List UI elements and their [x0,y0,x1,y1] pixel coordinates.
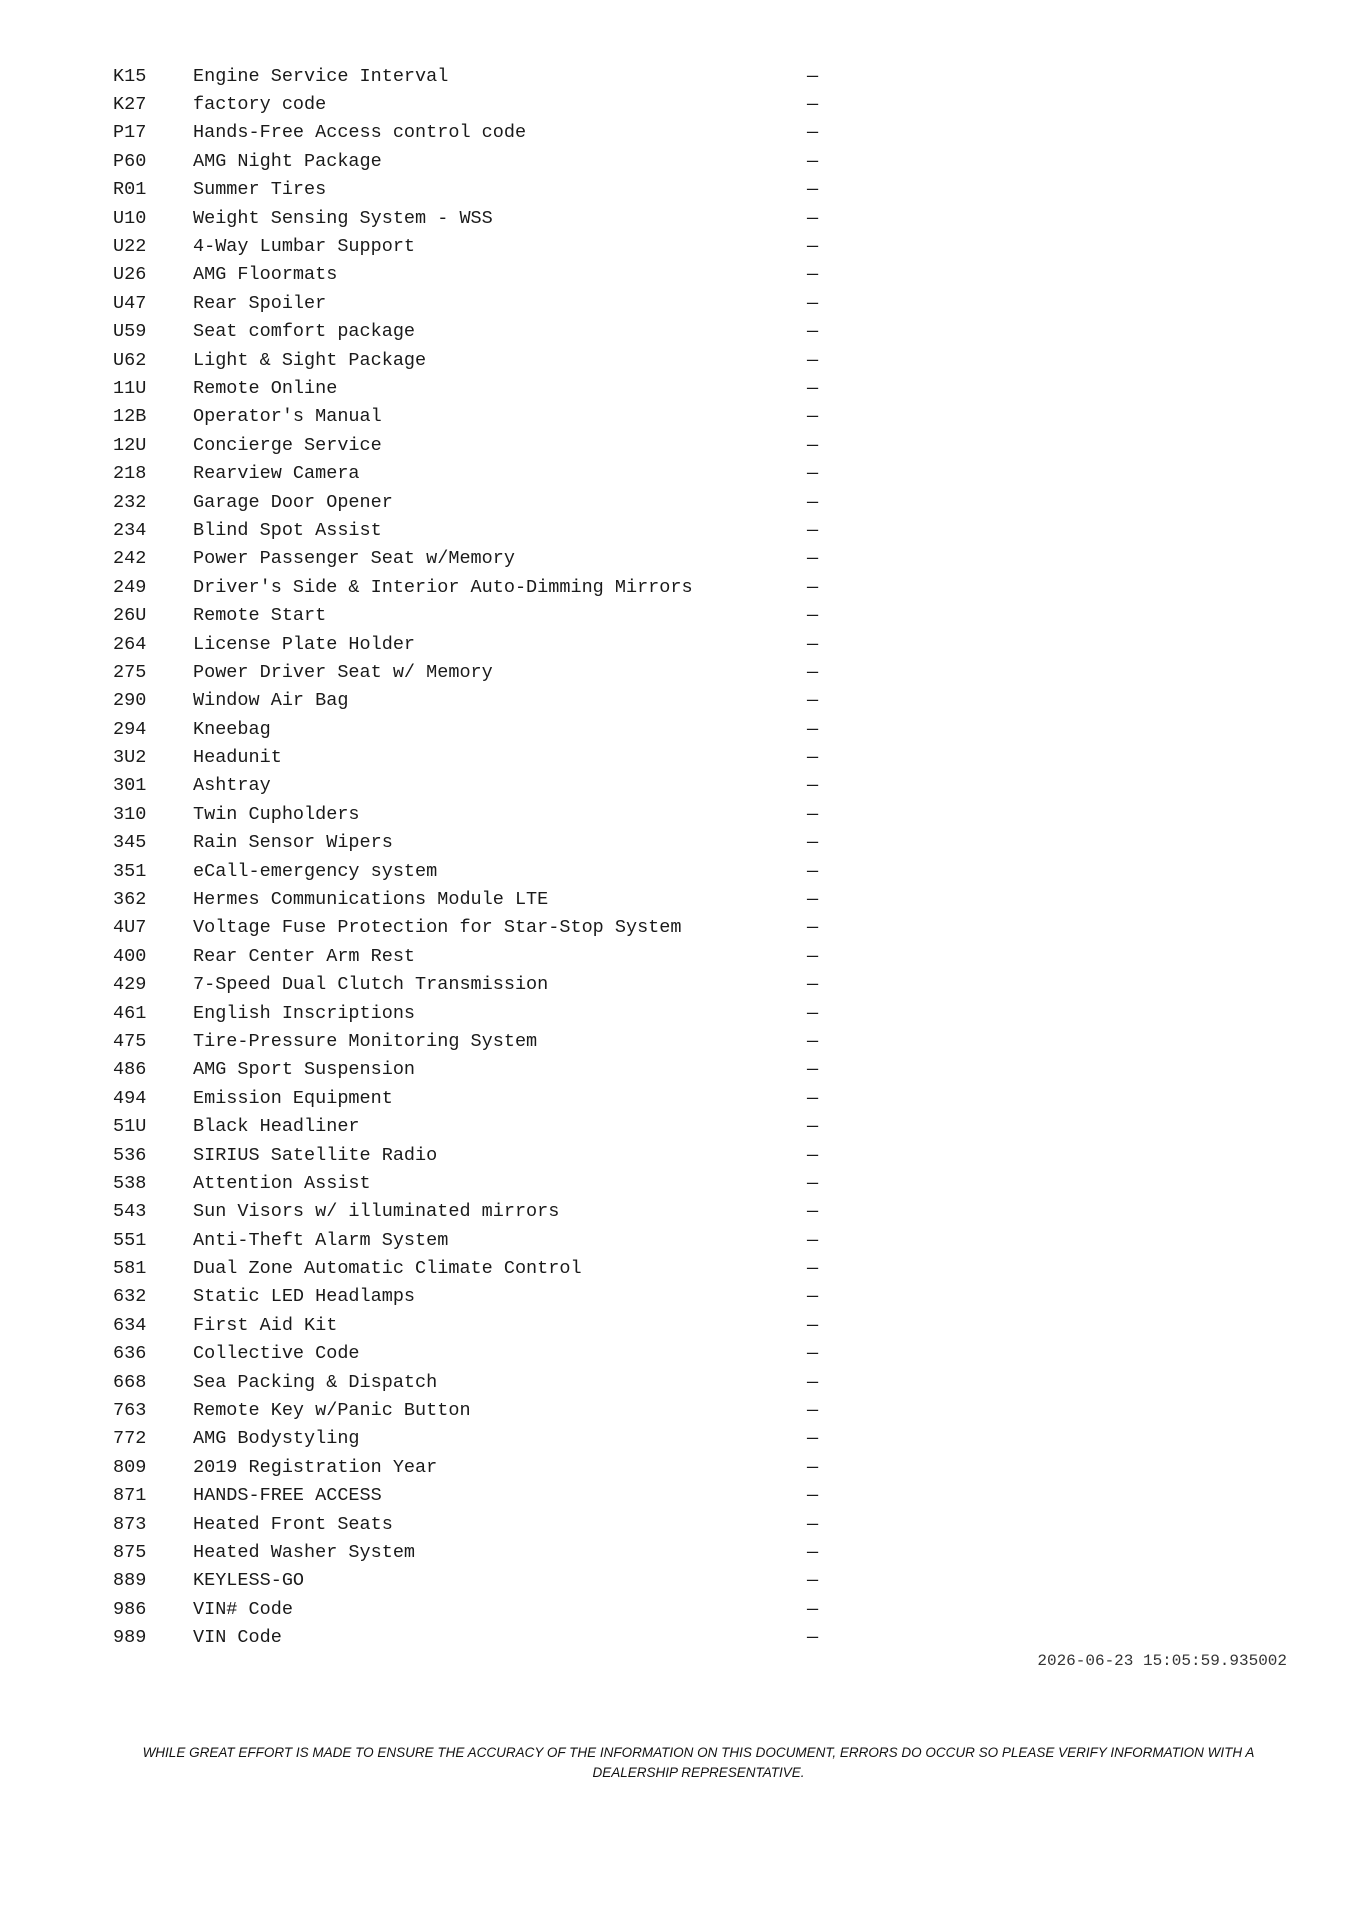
option-value: — [807,1229,819,1251]
option-value: — [807,122,819,144]
option-code: 234 [113,519,147,541]
option-description: Weight Sensing System - WSS [193,207,493,229]
option-row [113,1084,833,1112]
option-description: Window Air Bag [193,690,349,712]
option-description: Tire-Pressure Monitoring System [193,1030,538,1052]
option-row [113,1538,833,1566]
option-value: — [807,94,819,116]
option-value: — [807,1570,819,1592]
option-description: Emission Equipment [193,1087,393,1109]
option-row [113,1396,833,1424]
option-code: 551 [113,1229,147,1251]
option-description: Dual Zone Automatic Climate Control [193,1258,582,1280]
option-code: 986 [113,1598,147,1620]
option-value: — [807,321,819,343]
option-code: 875 [113,1542,147,1563]
option-code: 889 [113,1570,147,1592]
option-description: Hands-Free Access control code [193,122,527,144]
option-row [113,1311,833,1339]
option-row [113,687,833,715]
option-description: Sea Packing & Dispatch [193,1371,438,1393]
option-description: Rain Sensor Wipers [193,832,393,854]
option-value: — [807,65,819,87]
option-code: 290 [113,690,147,712]
option-description: Remote Start [193,605,327,627]
option-description: First Aid Kit [193,1314,338,1336]
option-code: 634 [113,1314,147,1336]
disclaimer-line-1: WHILE GREAT EFFORT IS MADE TO ENSURE THE ACCURACY OF THE INFORMATION ON THIS DOCUMENT, ERRORS DO OCCUR SO PLEASE VERIFY INFORMATION WITH A [142,1745,1255,1760]
option-code: 11U [113,377,147,399]
option-code: K15 [113,65,147,87]
option-row [113,403,833,431]
option-description: 2019 Registration Year [193,1456,438,1478]
option-row [113,147,833,175]
option-description: Remote Key w/Panic Button [193,1400,471,1422]
print-timestamp: 2026-06-23 15:05:59.935002 [1037,1652,1287,1670]
option-value: — [807,1627,819,1649]
option-value: — [807,1485,819,1507]
option-code: U47 [113,292,147,314]
option-value: — [807,1456,819,1478]
option-value: — [807,1030,819,1052]
option-row [113,1340,833,1368]
option-code: 809 [113,1456,147,1478]
option-description: Driver's Side & Interior Auto-Dimming Mirrors [193,576,693,598]
option-code: 3U2 [113,747,147,769]
option-value: — [807,1400,819,1422]
option-row [113,743,833,771]
option-code: P17 [113,122,147,144]
option-row [113,630,833,658]
option-description: Blind Spot Assist [193,519,382,541]
option-code: U10 [113,207,147,229]
option-description: Static LED Headlamps [193,1286,416,1308]
option-code: 538 [113,1172,147,1194]
option-code: 310 [113,803,147,825]
option-row [113,1283,833,1311]
option-row [113,971,833,999]
option-description: Anti-Theft Alarm System [193,1229,449,1251]
option-row [113,204,833,232]
option-row [113,516,833,544]
option-code: P60 [113,150,147,172]
option-row [113,1368,833,1396]
option-value: — [807,633,819,655]
option-code: 12B [113,406,147,428]
option-description: Sun Visors w/ illuminated mirrors [193,1201,560,1223]
option-row [113,459,833,487]
option-code: 873 [113,1513,147,1535]
option-value: — [807,519,819,541]
option-description: AMG Night Package [193,150,382,172]
option-description: KEYLESS-GO [193,1570,305,1592]
option-value: — [807,207,819,229]
option-description: Kneebag [193,718,271,740]
option-code: 494 [113,1087,147,1109]
option-description: Heated Front Seats [193,1513,393,1535]
option-description: VIN Code [193,1627,282,1649]
option-row [113,999,833,1027]
option-row [113,1567,833,1595]
option-row [113,601,833,629]
option-code: 543 [113,1201,147,1223]
option-value: — [807,1087,819,1109]
option-value: — [807,1513,819,1535]
option-row [113,232,833,260]
option-value: — [807,434,819,456]
option-value: — [807,1059,819,1081]
option-value: — [807,179,819,201]
option-row [113,857,833,885]
option-row [113,885,833,913]
option-code: U59 [113,321,147,343]
option-value: — [807,1598,819,1620]
option-description: Power Driver Seat w/ Memory [193,661,493,683]
option-description: 4-Way Lumbar Support [193,236,416,258]
option-code: 294 [113,718,147,740]
option-value: — [807,832,819,854]
option-value: — [807,860,819,882]
option-code: 581 [113,1258,147,1280]
option-description: Rear Spoiler [193,292,327,314]
option-code: 461 [113,1002,147,1024]
options-list [113,62,833,1652]
option-row [113,488,833,516]
option-row [113,1425,833,1453]
option-description: Light & Sight Package [193,349,427,371]
option-code: 362 [113,889,147,911]
option-row [113,1510,833,1538]
option-value: — [807,1542,819,1563]
option-code: 871 [113,1485,147,1507]
option-description: Seat comfort package [193,321,416,343]
option-row [113,1169,833,1197]
option-value: — [807,1201,819,1223]
option-value: — [807,1144,819,1166]
option-value: — [807,945,819,967]
option-description: Engine Service Interval [193,65,449,87]
option-code: 351 [113,860,147,882]
option-row [113,1482,833,1510]
option-row [113,1027,833,1055]
option-value: — [807,548,819,570]
option-description: License Plate Holder [193,633,416,655]
option-value: — [807,1116,819,1138]
option-description: Twin Cupholders [193,803,360,825]
option-description: 7-Speed Dual Clutch Transmission [193,974,549,996]
option-row [113,1623,833,1651]
option-description: AMG Floormats [193,264,338,286]
option-description: English Inscriptions [193,1002,416,1024]
option-row [113,1141,833,1169]
option-row [113,176,833,204]
option-description: VIN# Code [193,1598,293,1620]
option-description: Headunit [193,747,282,769]
option-value: — [807,264,819,286]
option-description: Hermes Communications Module LTE [193,889,549,911]
option-row [113,261,833,289]
option-value: — [807,1286,819,1308]
option-code: 400 [113,945,147,967]
option-row [113,1254,833,1282]
option-value: — [807,803,819,825]
option-row [113,573,833,601]
option-value: — [807,889,819,911]
option-value: — [807,1002,819,1024]
option-description: Remote Online [193,377,338,399]
option-description: HANDS-FREE ACCESS [193,1485,382,1507]
option-value: — [807,775,819,797]
option-value: — [807,1343,819,1365]
option-row [113,346,833,374]
option-code: 345 [113,832,147,854]
option-code: 26U [113,605,147,627]
option-code: U26 [113,264,147,286]
option-row [113,942,833,970]
option-description: Attention Assist [193,1172,371,1194]
option-value: — [807,1428,819,1450]
option-description: Heated Washer System [193,1542,416,1563]
option-row [113,545,833,573]
option-code: 668 [113,1371,147,1393]
option-value: — [807,349,819,371]
option-value: — [807,1314,819,1336]
option-code: 475 [113,1030,147,1052]
option-code: 636 [113,1343,147,1365]
option-description: Garage Door Opener [193,491,393,513]
option-description: Rearview Camera [193,463,360,485]
option-description: Ashtray [193,775,271,797]
option-code: 536 [113,1144,147,1166]
option-description: Operator's Manual [193,406,382,428]
option-code: K27 [113,94,147,116]
option-value: — [807,1172,819,1194]
option-description: Concierge Service [193,434,382,456]
option-description: Summer Tires [193,179,327,201]
option-value: — [807,576,819,598]
option-description: Voltage Fuse Protection for Star-Stop System [193,917,682,939]
option-code: 301 [113,775,147,797]
disclaimer-line-2: DEALERSHIP REPRESENTATIVE. [592,1765,805,1780]
option-code: 12U [113,434,147,456]
option-row [113,1112,833,1140]
option-description: Power Passenger Seat w/Memory [193,548,515,570]
option-value: — [807,1258,819,1280]
option-code: 275 [113,661,147,683]
option-code: 249 [113,576,147,598]
option-code: 772 [113,1428,147,1450]
option-description: Collective Code [193,1343,360,1365]
option-row [113,119,833,147]
option-value: — [807,690,819,712]
option-description: Rear Center Arm Rest [193,945,416,967]
option-code: 429 [113,974,147,996]
option-value: — [807,605,819,627]
option-code: 763 [113,1400,147,1422]
option-code: R01 [113,179,147,201]
option-value: — [807,974,819,996]
option-code: 242 [113,548,147,570]
option-value: — [807,463,819,485]
option-row [113,289,833,317]
option-description: Black Headliner [193,1116,360,1138]
option-value: — [807,150,819,172]
option-row [113,914,833,942]
option-value: — [807,236,819,258]
option-row [113,658,833,686]
option-row [113,772,833,800]
option-row [113,1056,833,1084]
option-value: — [807,1371,819,1393]
option-value: — [807,406,819,428]
option-value: — [807,718,819,740]
option-code: 264 [113,633,147,655]
option-code: 486 [113,1059,147,1081]
option-code: 51U [113,1116,147,1138]
option-row [113,800,833,828]
option-row [113,1226,833,1254]
option-code: U62 [113,349,147,371]
option-row [113,318,833,346]
option-value: — [807,747,819,769]
option-row [113,374,833,402]
option-row [113,90,833,118]
option-value: — [807,491,819,513]
option-description: AMG Sport Suspension [193,1059,416,1081]
option-description: AMG Bodystyling [193,1428,360,1450]
option-row [113,1453,833,1481]
option-code: 632 [113,1286,147,1308]
option-row [113,1198,833,1226]
option-description: SIRIUS Satellite Radio [193,1144,438,1166]
option-code: 4U7 [113,917,147,939]
option-value: — [807,917,819,939]
option-code: U22 [113,236,147,258]
option-row [113,829,833,857]
option-value: — [807,292,819,314]
option-code: 218 [113,463,147,485]
option-row [113,431,833,459]
option-code: 232 [113,491,147,513]
option-row [113,715,833,743]
disclaimer [120,1743,1277,1783]
option-value: — [807,661,819,683]
option-row [113,62,833,90]
option-description: factory code [193,94,327,116]
option-row [113,1595,833,1623]
option-description: eCall-emergency system [193,860,438,882]
option-value: — [807,377,819,399]
option-code: 989 [113,1627,147,1649]
